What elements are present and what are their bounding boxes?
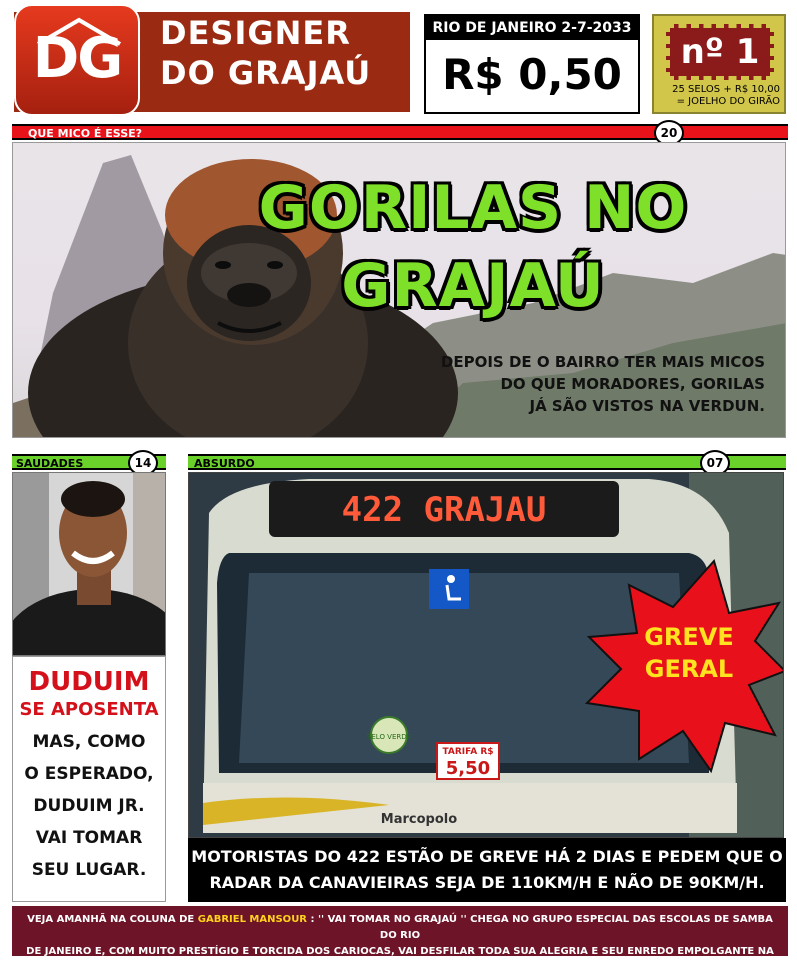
absurdo-section-label: ABSURDO [194,457,255,470]
subheadline-line3: JÁ SÃO VISTOS NA VERDUN. [529,397,765,415]
bus-photo [188,472,784,838]
man-portrait-image [13,473,166,656]
date-line: RIO DE JANEIRO 2-7-2033 [426,16,638,40]
absurdo-page-badge: 07 [700,450,730,476]
tarifa-label: TARIFA R$ [442,747,494,757]
gorilla-headline-line2: GRAJAÚ [341,251,605,321]
saudades-text-block [12,656,166,902]
newspaper-title-line2: DO GRAJAÚ [160,54,372,92]
feature-section-label: QUE MICO É ESSE? [28,127,143,140]
cover-price: R$ 0,50 [442,50,622,99]
burst-line1: GREVE [644,623,734,651]
newspaper-title-line1: DESIGNER [160,14,351,52]
burst-line2: GERAL [644,655,734,683]
footer-text-line2: DE JANEIRO E, COM MUITO PRESTÍGIO E TORCIDA DOS CARIOCAS, VAI DESFILAR TODA SUA ALEGRIA E SEU ENREDO EMPOLGANTE NA SAPUCAÍ. [26,946,774,973]
bus-front-image [189,473,784,838]
dg-logo [14,4,140,116]
footer-prefix: VEJA AMANHÃ NA COLUNA DE [27,914,195,925]
feature-page-badge: 20 [654,120,684,146]
bus-caption-line2: RADAR DA CANAVIEIRAS SEJA DE 110KM/H E NÃO DE 90KM/H. [209,873,765,892]
logo-text: DG [32,26,122,91]
edition-stamp [666,24,774,80]
subheadline-line2: DO QUE MORADORES, GORILAS [500,375,765,393]
edition-note [656,84,786,108]
edition-note-line1: 25 SELOS + R$ 10,00 [672,84,780,95]
duduim-body-line1: MAS, COMO [32,732,146,752]
duduim-body [13,726,165,886]
edition-box [652,14,786,114]
absurdo-section-bar [188,454,786,470]
duduim-subtitle: SE APOSENTA [19,699,159,720]
footer-line1 [20,912,780,944]
bus-brand-label: Marcopolo [380,812,458,827]
tarifa-value: 5,50 [445,758,491,779]
footer-author: GABRIEL MANSOUR [197,914,308,925]
duduim-photo [12,472,166,656]
bus-caption-line1: MOTORISTAS DO 422 ESTÃO DE GREVE HÁ 2 DIAS E PEDEM QUE O [191,847,783,866]
bus-destination-sign: 422 GRAJAU [341,490,547,530]
duduim-body-line4: VAI TOMAR [35,828,143,848]
edition-note-line2: = JOELHO DO GIRÃO [676,96,780,107]
duduim-body-line3: DUDUIM JR. [33,796,145,816]
duduim-name: DUDUIM [28,667,150,697]
duduim-body-line2: O ESPERADO, [24,764,154,784]
subheadline-line1: DEPOIS DE O BAIRRO TER MAIS MICOS [440,353,765,371]
footer-text-line1: : '' VAI TOMAR NO GRAJAÚ '' CHEGA NO GRUPO ESPECIAL DAS ESCOLAS DE SAMBA DO RIO [310,914,773,941]
footer-teaser [12,906,788,973]
duduim-body-line5: SEU LUGAR. [31,860,147,880]
selo-verde-sticker: SELO VERDE [366,733,412,741]
gorilla-headline-line1: GORILAS NO [258,173,688,243]
gorilla-subheadline [405,351,765,417]
edition-number: nº 1 [680,32,760,72]
saudades-section-label: SAUDADES [16,457,84,470]
gorilla-feature [12,142,786,438]
price-box [424,14,640,114]
saudades-page-badge: 14 [128,450,158,476]
bus-caption [188,838,786,902]
